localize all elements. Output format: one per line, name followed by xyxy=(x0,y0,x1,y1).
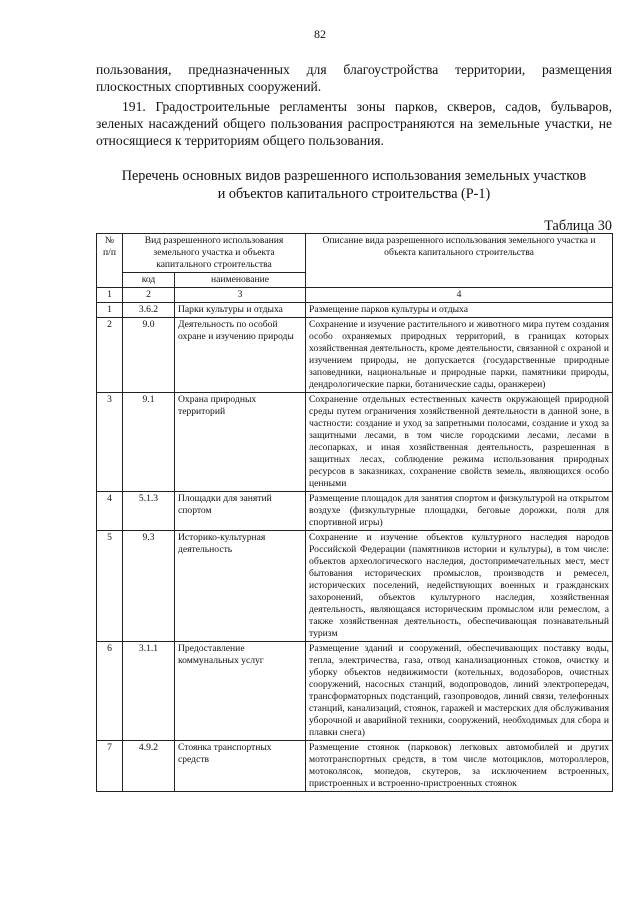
table-label: Таблица 30 xyxy=(544,218,612,234)
table-index-row xyxy=(97,288,613,303)
row-name: Деятельность по особой охране и изучению природы xyxy=(175,318,306,393)
row-number: 5 xyxy=(97,531,123,642)
row-code: 9.0 xyxy=(123,318,175,393)
table-row xyxy=(97,492,613,531)
permitted-use-table xyxy=(96,233,613,792)
row-code: 4.9.2 xyxy=(123,741,175,792)
row-description: Размещение стоянок (парковок) легковых автомобилей и других мототранспортных средств, в том числе мотоциклов, мотороллеров, мотоколясок, мопедов, скутеров, за исключением встроенных, пристроенных и встроенно-пристроенных стоянок xyxy=(306,741,613,792)
index-cell: 4 xyxy=(306,288,613,303)
list-title-line-2: и объектов капитального строительства (Р-1) xyxy=(217,186,491,202)
row-name: Историко-культурная деятельность xyxy=(175,531,306,642)
table-row xyxy=(97,393,613,492)
row-code: 5.1.3 xyxy=(123,492,175,531)
paragraph-191: 191. Градостроительные регламенты зоны парков, скверов, садов, бульваров, зеленых насаждений общего пользования распространяются на земельные участки, не относящиеся к территориям общего пользования. xyxy=(96,99,612,148)
row-description: Размещение площадок для занятия спортом и физкультурой на открытом воздухе (физкультурные площадки, беговые дорожки, поля для спортивной игры) xyxy=(306,492,613,531)
row-name: Стоянка транспортных средств xyxy=(175,741,306,792)
row-number: 3 xyxy=(97,393,123,492)
index-cell: 2 xyxy=(123,288,175,303)
row-description: Сохранение отдельных естественных качеств окружающей природной среды путем ограничения хозяйственной деятельности в данной зоне, в частности: создание и уход за запретными полосами, создание и уход за защитными лесами, в том числе городскими лесами, лесами в лесопарках, и иная хозяйственная деятельность, разрешенная в защитных лесах, соблюдение режима использования природных ресурсов в заказниках, сохранение свойств земель, являющихся особо ценными xyxy=(306,393,613,492)
list-title-line-1: Перечень основных видов разрешенного использования земельных участков xyxy=(121,168,587,184)
row-code: 3.6.2 xyxy=(123,303,175,318)
row-description: Размещение парков культуры и отдыха xyxy=(306,303,613,318)
header-name: наименование xyxy=(175,273,306,288)
row-number: 6 xyxy=(97,642,123,741)
index-cell: 3 xyxy=(175,288,306,303)
table-row xyxy=(97,741,613,792)
table-body xyxy=(97,234,613,792)
row-code: 9.1 xyxy=(123,393,175,492)
row-name: Охрана природных территорий xyxy=(175,393,306,492)
row-number: 4 xyxy=(97,492,123,531)
row-description: Сохранение и изучение объектов культурного наследия народов Российской Федерации (памятников истории и культуры), в том числе: объектов археологического наследия, достопримечательных мест, мест бытования исторических промыслов, производств и ремесел, исторических поселений, недействующих военных и гражданских захоронений, объектов культурного наследия, хозяйственная деятельность, являющаяся историческим промыслом или ремеслом, а также хозяйственная деятельность, обеспечивающая познавательный туризм xyxy=(306,531,613,642)
header-num: № п/п xyxy=(97,234,123,288)
table-row xyxy=(97,642,613,741)
row-description: Сохранение и изучение растительного и животного мира путем создания особо охраняемых природных территорий, в границах которых хозяйственная деятельность, кроме деятельности, связанной с охраной и изучением природы, не допускается (государственные природные заповедники, национальные и природные парки, памятники природы, дендрологические парки, ботанические сады, оранжереи) xyxy=(306,318,613,393)
header-kind: Вид разрешенного использования земельного участка и объекта капитального строительства xyxy=(123,234,306,273)
row-code: 9.3 xyxy=(123,531,175,642)
row-description: Размещение зданий и сооружений, обеспечивающих поставку воды, тепла, электричества, газа, отвод канализационных стоков, очистку и уборку объектов недвижимости (котельных, водозаборов, очистных сооружений, насосных станций, водопроводов, линий электропередач, трансформаторных подстанций, газопроводов, линий связи, телефонных станций, канализаций, стоянок, гаражей и мастерских для обслуживания уборочной и аварийной техники, сооружений, необходимых для сбора и плавки снега) xyxy=(306,642,613,741)
row-code: 3.1.1 xyxy=(123,642,175,741)
row-name: Площадки для занятий спортом xyxy=(175,492,306,531)
row-name: Парки культуры и отдыха xyxy=(175,303,306,318)
row-number: 7 xyxy=(97,741,123,792)
table-row xyxy=(97,303,613,318)
table-row xyxy=(97,531,613,642)
row-number: 1 xyxy=(97,303,123,318)
table-header-row xyxy=(97,234,613,273)
row-number: 2 xyxy=(97,318,123,393)
table-row xyxy=(97,318,613,393)
index-cell: 1 xyxy=(97,288,123,303)
row-name: Предоставление коммунальных услуг xyxy=(175,642,306,741)
header-description: Описание вида разрешенного использования земельного участка и объекта капитального строительства xyxy=(306,234,613,288)
page-number: 82 xyxy=(314,27,326,41)
header-code: код xyxy=(123,273,175,288)
list-title xyxy=(96,167,612,203)
paragraph-continuation: пользования, предназначенных для благоустройства территории, размещения плоскостных спортивных сооружений. xyxy=(96,62,612,94)
